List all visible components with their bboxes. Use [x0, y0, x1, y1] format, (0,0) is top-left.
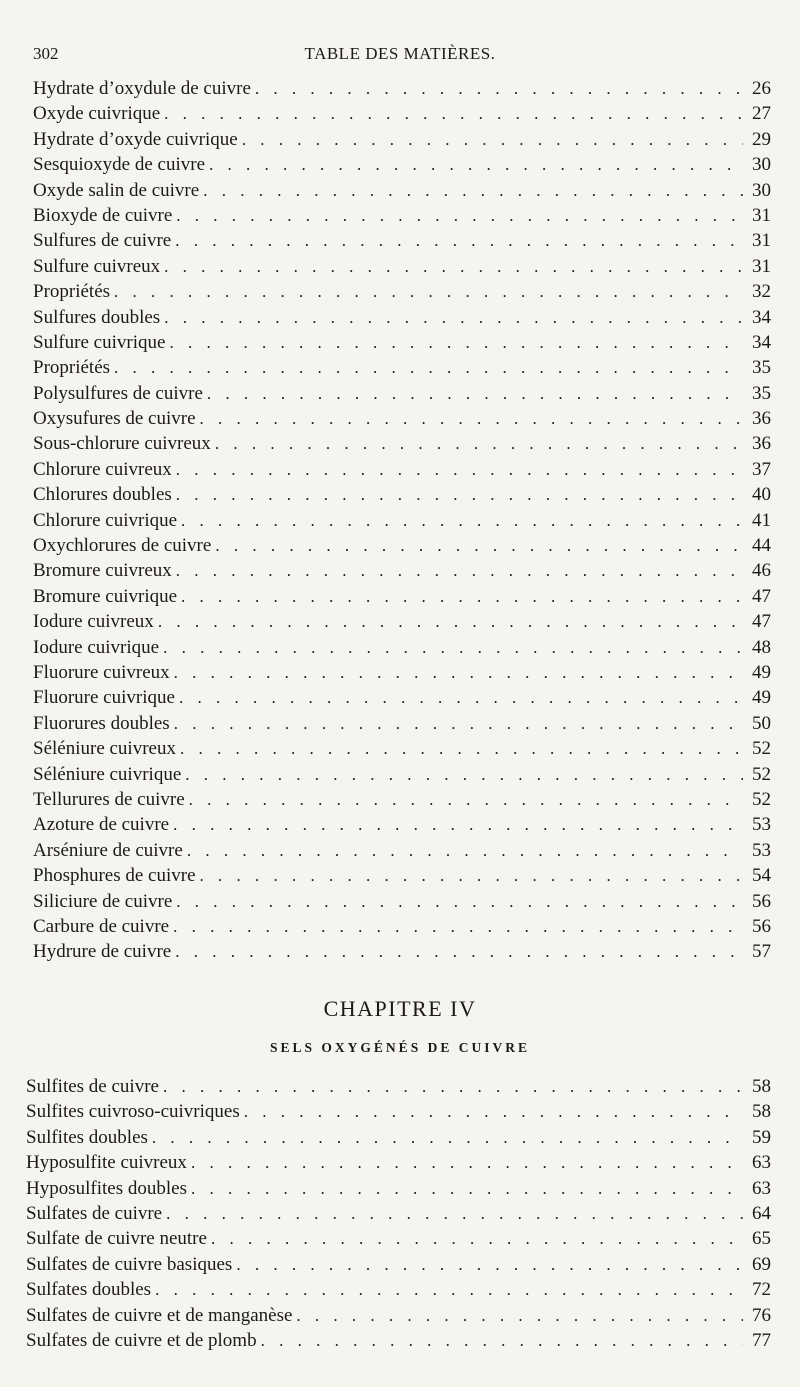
toc-entry-page: 26 [752, 78, 771, 99]
toc-entry [26, 1226, 771, 1251]
toc-entry [33, 305, 771, 330]
toc-entry [33, 482, 771, 507]
toc-entry-label: Iodure cuivrique [33, 636, 160, 658]
dot-leader [158, 609, 743, 634]
toc-entry-label: Propriétés [33, 357, 111, 379]
dot-leader [185, 762, 743, 787]
dot-leader [176, 203, 743, 228]
toc-entry-label: Hydrate d’oxydule de cuivre [33, 78, 251, 99]
toc-entry [33, 609, 771, 634]
toc-entry [33, 635, 771, 660]
dot-leader [175, 228, 743, 253]
toc-entry-label: Sulfates de cuivre et de plomb [26, 1329, 257, 1351]
toc-entry-label: Sous-chlorure cuivreux [33, 433, 211, 455]
toc-entry [26, 1176, 771, 1201]
toc-entry-label: Oxychlorures de cuivre [33, 535, 212, 557]
toc-entry [33, 457, 771, 482]
toc-entry [33, 254, 771, 279]
dot-leader [152, 1125, 743, 1150]
toc-entry-page: 36 [752, 408, 771, 430]
toc-entry [33, 152, 771, 177]
dot-leader [176, 889, 743, 914]
toc-entry-page: 69 [752, 1253, 771, 1275]
toc-entry-page: 34 [752, 306, 771, 328]
toc-entry-page: 64 [752, 1202, 771, 1224]
toc-entry-page: 52 [752, 738, 771, 760]
toc-entry-page: 48 [752, 636, 771, 658]
dot-leader [175, 939, 743, 964]
toc-entry-label: Phosphures de cuivre [33, 865, 196, 887]
dot-leader [255, 76, 743, 101]
toc-entry [33, 381, 771, 406]
toc-entry [33, 533, 771, 558]
toc-entry [33, 101, 771, 126]
toc-entry-label: Séléniure cuivrique [33, 763, 182, 785]
toc-entry-label: Sulfates de cuivre et de manganèse [26, 1304, 293, 1326]
dot-leader [173, 914, 743, 939]
toc-entry-page: 54 [752, 865, 771, 887]
toc-entry [33, 558, 771, 583]
toc-entry-page: 49 [752, 687, 771, 709]
toc-entry-page: 34 [752, 331, 771, 353]
toc-entry-label: Chlorure cuivrique [33, 509, 178, 531]
toc-entry-label: Hyposulfites doubles [26, 1177, 187, 1199]
toc-entry [33, 711, 771, 736]
toc-entry [33, 660, 771, 685]
dot-leader [176, 558, 743, 583]
toc-entry-page: 29 [752, 128, 771, 150]
toc-entry-label: Sulfures de cuivre [33, 230, 172, 252]
toc-entry-page: 59 [752, 1126, 771, 1148]
page-number: 302 [33, 44, 59, 63]
dot-leader [191, 1150, 743, 1175]
toc-entry-page: 37 [752, 458, 771, 480]
toc-entry-label: Carbure de cuivre [33, 915, 170, 937]
toc-entry [33, 279, 771, 304]
toc-entry-label: Oxyde cuivrique [33, 103, 161, 125]
toc-entry-label: Sulfures doubles [33, 306, 161, 328]
toc-entry-page: 53 [752, 839, 771, 861]
dot-leader [207, 381, 743, 406]
toc-entry-label: Fluorure cuivreux [33, 661, 170, 683]
dot-leader [180, 736, 743, 761]
toc-entry-label: Sulfites de cuivre [26, 1076, 159, 1097]
dot-leader [191, 1176, 743, 1201]
toc-entry [33, 355, 771, 380]
toc-entry [33, 787, 771, 812]
toc-entry [26, 1099, 771, 1124]
toc-entry-page: 31 [752, 230, 771, 252]
running-title: TABLE DES MATIÈRES. [304, 44, 496, 63]
toc-entry [26, 1303, 771, 1328]
toc-entry-label: Sulfure cuivrique [33, 331, 166, 353]
dot-leader [200, 406, 743, 431]
toc-entry [33, 406, 771, 431]
dot-leader [181, 584, 743, 609]
toc-entry-label: Séléniure cuivreux [33, 738, 176, 760]
toc-entry-page: 63 [752, 1152, 771, 1174]
toc-entry [33, 203, 771, 228]
toc-entry-page: 30 [752, 154, 771, 176]
dot-leader [236, 1252, 743, 1277]
toc-entry-label: Hydrure de cuivre [33, 941, 172, 963]
toc-entry [33, 939, 771, 964]
toc-entry [26, 1150, 771, 1175]
dot-leader [155, 1277, 743, 1302]
dot-leader [203, 178, 743, 203]
toc-entry [33, 508, 771, 533]
toc-entry-page: 49 [752, 661, 771, 683]
toc-entry-page: 52 [752, 763, 771, 785]
toc-entry-label: Sulfates de cuivre basiques [26, 1253, 233, 1275]
toc-entry [33, 584, 771, 609]
dot-leader [187, 838, 743, 863]
toc-entry [26, 1328, 771, 1353]
toc-entry [33, 863, 771, 888]
toc-entry-page: 76 [752, 1304, 771, 1326]
dot-leader [179, 685, 743, 710]
dot-leader [261, 1328, 743, 1353]
toc-entry-label: Sulfates de cuivre [26, 1202, 163, 1224]
toc-entry [26, 1125, 771, 1150]
toc-entry [33, 431, 771, 456]
dot-leader [114, 279, 743, 304]
dot-leader [166, 1201, 743, 1226]
toc-list-part2 [26, 1074, 771, 1353]
toc-entry [33, 736, 771, 761]
dot-leader [114, 355, 743, 380]
dot-leader [209, 152, 743, 177]
dot-leader [164, 254, 743, 279]
toc-entry-page: 65 [752, 1228, 771, 1250]
toc-entry-page: 52 [752, 788, 771, 810]
chapter-title: CHAPITRE IV [323, 996, 477, 1021]
dot-leader [200, 863, 743, 888]
toc-entry-page: 72 [752, 1279, 771, 1301]
toc-entry [33, 228, 771, 253]
toc-entry-page: 31 [752, 255, 771, 277]
toc-entry-label: Chlorures doubles [33, 484, 172, 506]
toc-entry-label: Tellurures de cuivre [33, 788, 185, 810]
toc-entry-page: 56 [752, 915, 771, 937]
toc-entry [26, 1074, 771, 1099]
toc-entry-label: Sulfites doubles [26, 1126, 148, 1148]
toc-entry-page: 47 [752, 611, 771, 633]
toc-entry-label: Chlorure cuivreux [33, 458, 172, 480]
toc-entry-page: 35 [752, 382, 771, 404]
dot-leader [164, 101, 743, 126]
toc-entry-page: 31 [752, 204, 771, 226]
toc-entry-label: Azoture de cuivre [33, 814, 170, 836]
toc-entry-page: 40 [752, 484, 771, 506]
toc-entry-label: Hyposulfite cuivreux [26, 1152, 187, 1174]
toc-entry-page: 27 [752, 103, 771, 125]
toc-list-part1 [33, 76, 771, 965]
toc-entry-label: Bromure cuivrique [33, 585, 178, 607]
toc-entry [33, 889, 771, 914]
toc-entry-label: Propriétés [33, 281, 111, 303]
toc-entry-label: Sulfates doubles [26, 1279, 152, 1301]
toc-entry-label: Sulfites cuivroso-cuivriques [26, 1101, 240, 1123]
chapter-subtitle: SELS OXYGÉNÉS DE CUIVRE [270, 1040, 530, 1055]
toc-entry-page: 46 [752, 560, 771, 582]
toc-entry-page: 63 [752, 1177, 771, 1199]
dot-leader [163, 1074, 743, 1099]
toc-entry [33, 838, 771, 863]
toc-entry-label: Bioxyde de cuivre [33, 204, 173, 226]
toc-entry [33, 685, 771, 710]
toc-entry [33, 914, 771, 939]
toc-entry-page: 58 [752, 1101, 771, 1123]
toc-entry-page: 53 [752, 814, 771, 836]
dot-leader [215, 533, 743, 558]
toc-entry-label: Fluorure cuivrique [33, 687, 175, 709]
toc-entry-label: Oxysufures de cuivre [33, 408, 196, 430]
toc-entry-page: 32 [752, 281, 771, 303]
toc-entry [33, 178, 771, 203]
dot-leader [211, 1226, 743, 1251]
dot-leader [215, 431, 743, 456]
dot-leader [173, 812, 743, 837]
toc-entry-page: 50 [752, 712, 771, 734]
toc-entry-page: 47 [752, 585, 771, 607]
dot-leader [174, 660, 743, 685]
toc-entry [33, 76, 771, 101]
toc-entry [33, 762, 771, 787]
toc-entry-label: Fluorures doubles [33, 712, 170, 734]
dot-leader [189, 787, 743, 812]
toc-entry-label: Bromure cuivreux [33, 560, 172, 582]
page-header [33, 44, 767, 68]
dot-leader [244, 1099, 743, 1124]
toc-entry-page: 35 [752, 357, 771, 379]
toc-entry [26, 1277, 771, 1302]
dot-leader [181, 508, 743, 533]
toc-entry-label: Sulfure cuivreux [33, 255, 161, 277]
toc-entry [33, 330, 771, 355]
toc-entry-page: 44 [752, 535, 771, 557]
toc-entry-label: Oxyde salin de cuivre [33, 179, 200, 201]
toc-entry-page: 77 [752, 1329, 771, 1351]
dot-leader [176, 482, 743, 507]
toc-entry-page: 56 [752, 890, 771, 912]
dot-leader [169, 330, 743, 355]
toc-entry-label: Polysulfures de cuivre [33, 382, 203, 404]
toc-entry-label: Hydrate d’oxyde cuivrique [33, 128, 238, 150]
dot-leader [164, 305, 743, 330]
toc-entry-label: Iodure cuivreux [33, 611, 154, 633]
dot-leader [242, 127, 743, 152]
dot-leader [296, 1303, 743, 1328]
dot-leader [163, 635, 743, 660]
dot-leader [176, 457, 743, 482]
toc-entry-page: 30 [752, 179, 771, 201]
toc-entry-page: 57 [752, 941, 771, 963]
toc-entry [33, 812, 771, 837]
toc-entry [33, 127, 771, 152]
toc-entry-page: 58 [752, 1076, 771, 1097]
toc-entry [26, 1201, 771, 1226]
toc-entry-page: 36 [752, 433, 771, 455]
toc-entry-label: Arséniure de cuivre [33, 839, 183, 861]
toc-entry [26, 1252, 771, 1277]
toc-entry-page: 41 [752, 509, 771, 531]
toc-entry-label: Siliciure de cuivre [33, 890, 173, 912]
toc-entry-label: Sesquioxyde de cuivre [33, 154, 206, 176]
dot-leader [174, 711, 743, 736]
toc-entry-label: Sulfate de cuivre neutre [26, 1228, 207, 1250]
